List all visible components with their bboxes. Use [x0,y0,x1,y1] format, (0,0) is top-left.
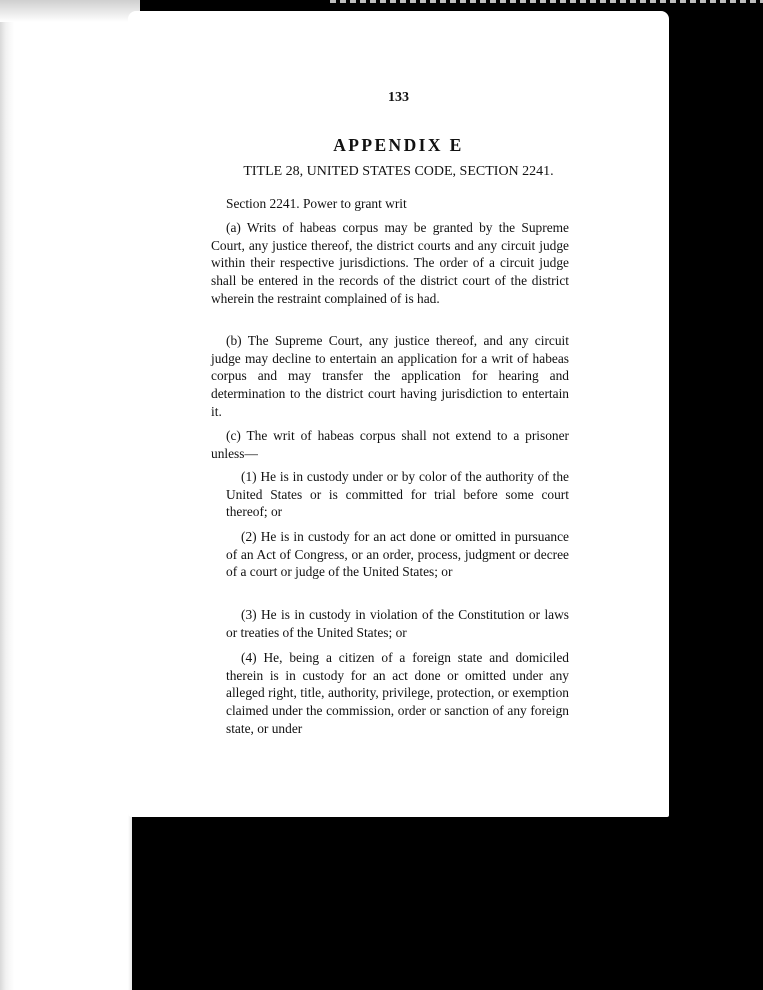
paragraph-c: (c) The writ of habeas corpus shall not extend to a prisoner unless— [211,428,569,461]
statute-subtitle: TITLE 28, UNITED STATES CODE, SECTION 2241. [243,164,554,179]
page-number: 133 [388,90,409,105]
paragraph-a: (a) Writs of habeas corpus may be granted by the Supreme Court, any justice thereof, the district courts and any circuit judge within their respective jurisdictions. The order of a circuit judge shall be entered in the records of the district court of the district wherein the restraint complained of is had. [211,220,569,306]
paragraph-b: (b) The Supreme Court, any justice thereof, and any circuit judge may decline to entertain an application for a writ of habeas corpus and may transfer the application for hearing and determination to the district court having jurisdiction to entertain it. [211,333,569,419]
scan-top-edge [330,0,763,3]
scan-top-shadow [0,0,140,22]
document-page [128,11,669,817]
subparagraph-3: (3) He is in custody in violation of the Constitution or laws or treaties of the United States; or [226,607,569,640]
appendix-title: APPENDIX E [333,135,464,155]
subparagraph-2: (2) He is in custody for an act done or omitted in pursuance of an Act of Congress, or an order, process, judgment or decree of a court or judge of the United States; or [226,529,569,580]
subparagraph-1: (1) He is in custody under or by color of the authority of the United States or is committed for trial before some court thereof; or [226,469,569,520]
section-heading: Section 2241. Power to grant writ [226,196,407,211]
scan-left-margin [0,0,132,990]
subparagraph-4: (4) He, being a citizen of a foreign state and domiciled therein is in custody for an act done or omitted under any alleged right, title, authority, privilege, protection, or exemption claimed under the commission, order or sanction of any foreign state, or under [226,650,569,736]
